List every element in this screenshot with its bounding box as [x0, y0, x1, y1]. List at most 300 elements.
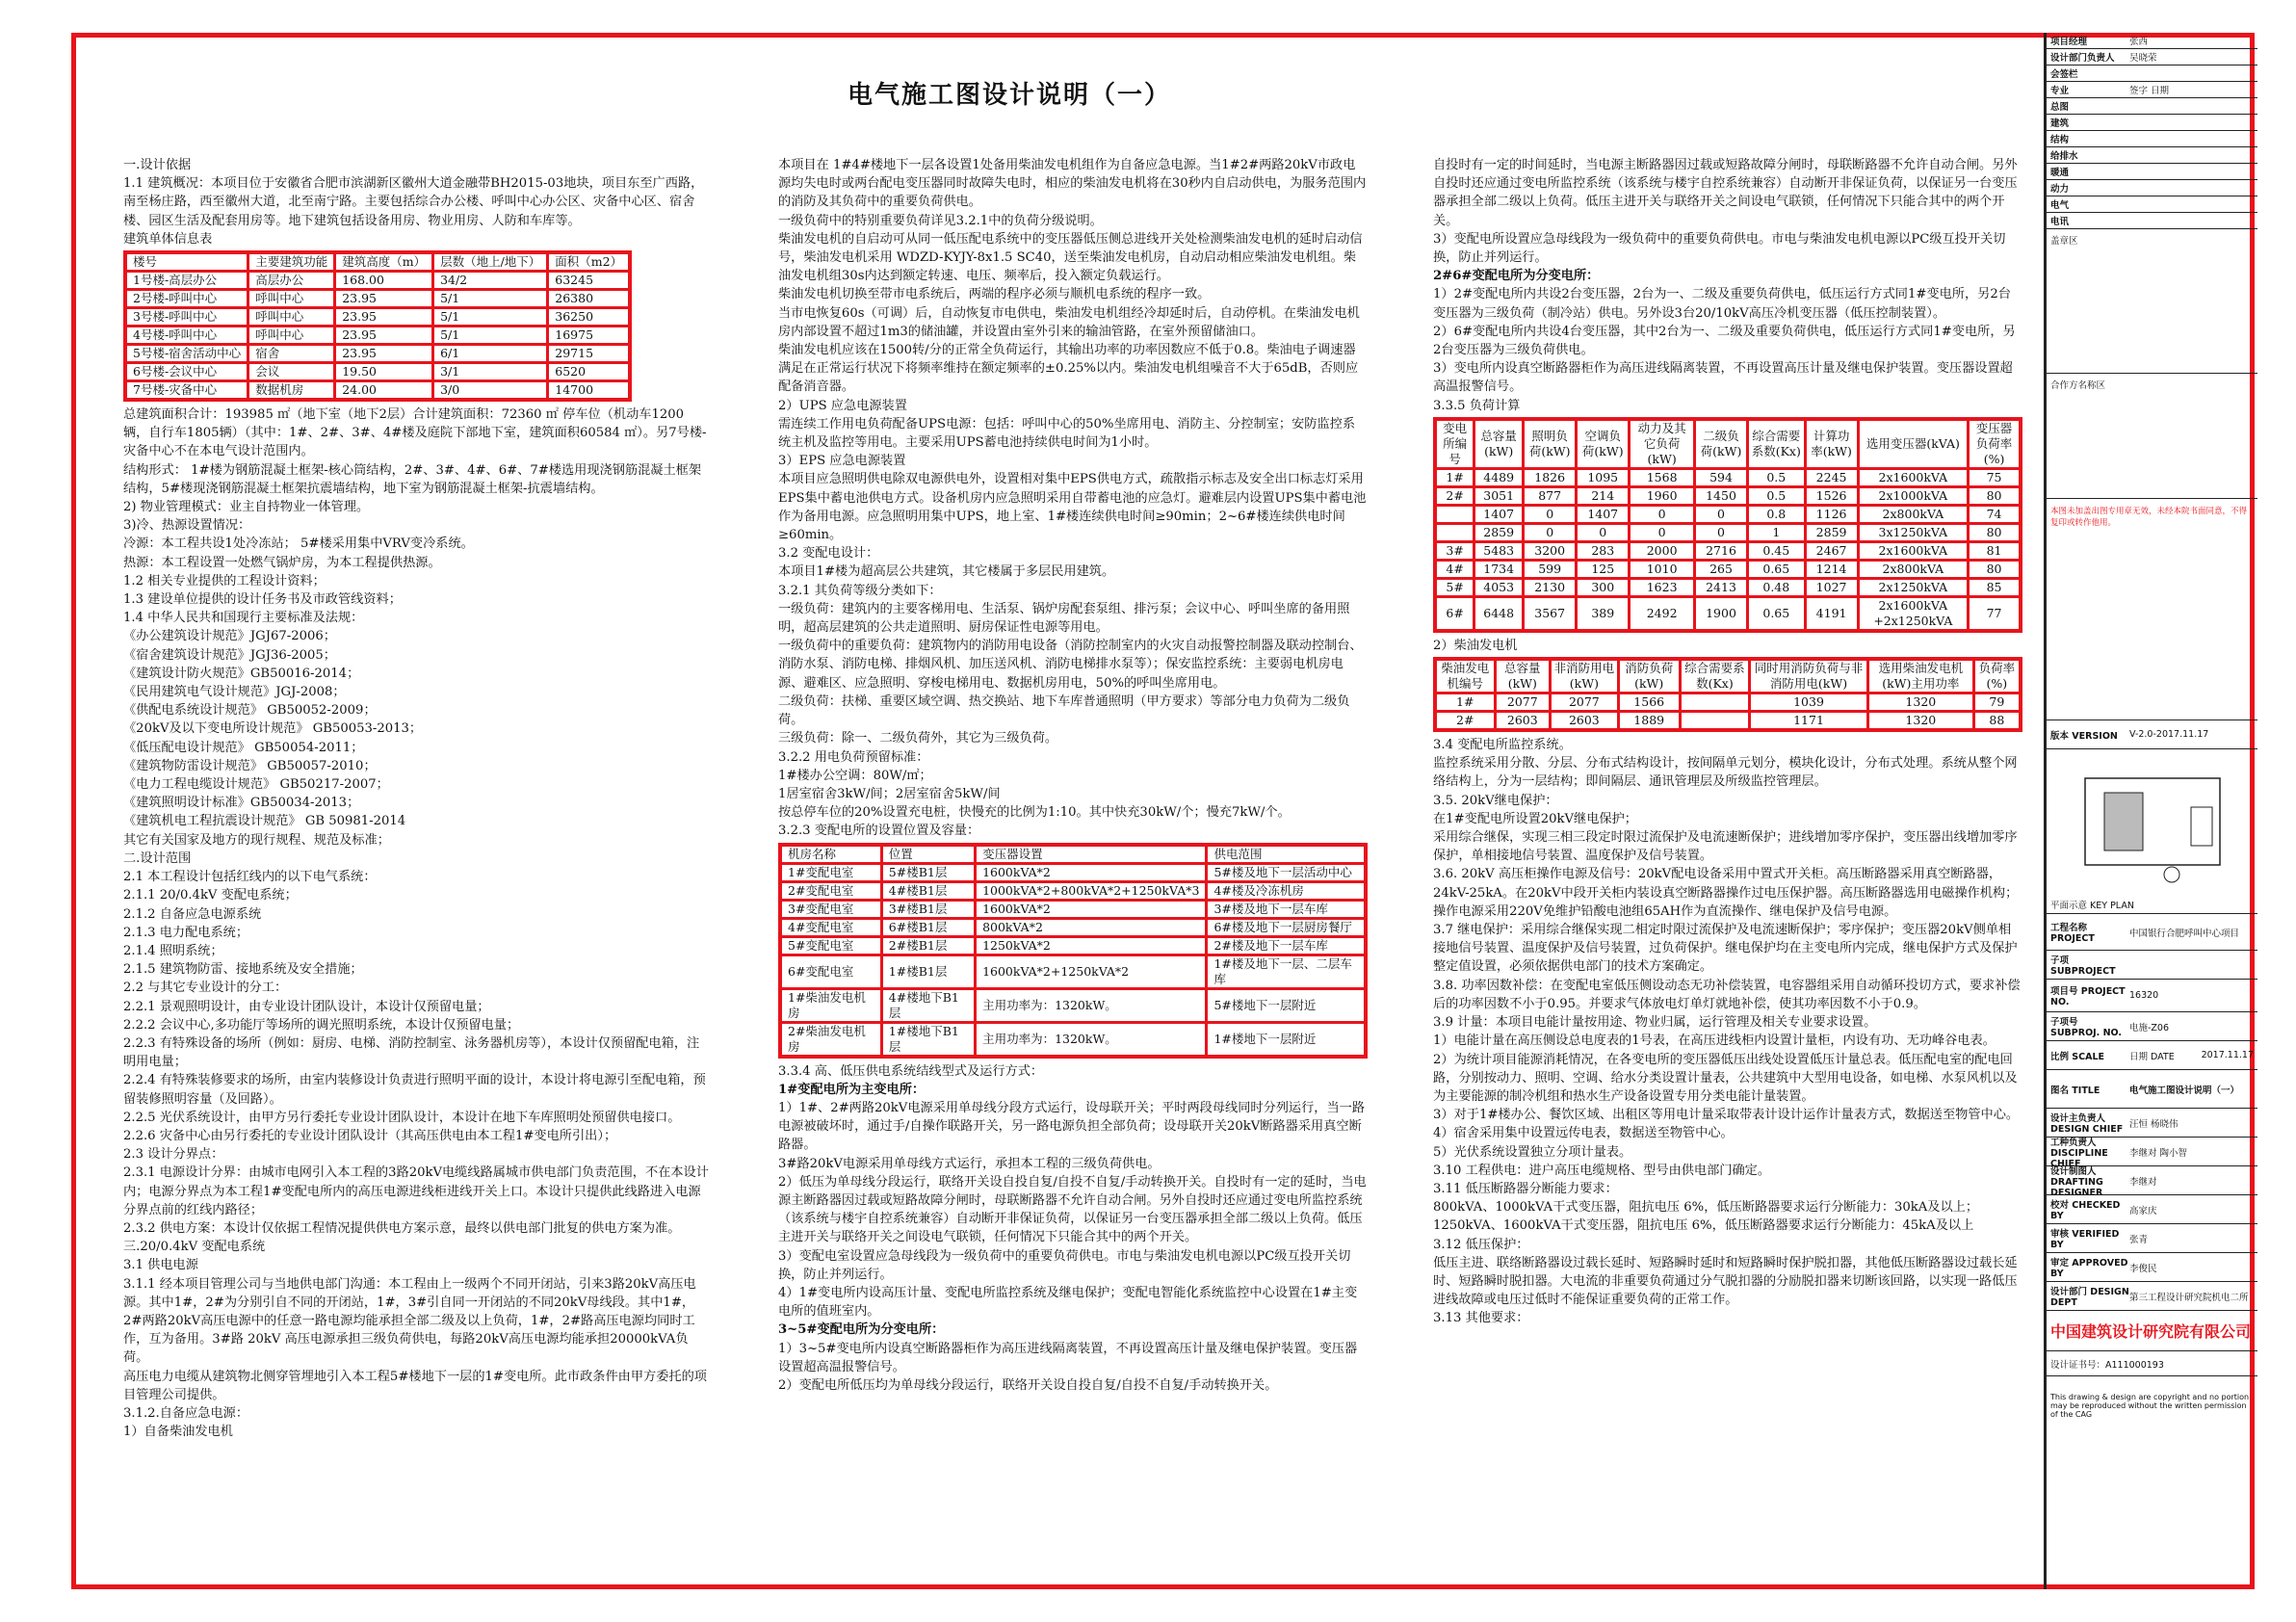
- drawing-title-value: 电气施工图设计说明（一）: [2129, 1085, 2240, 1096]
- table-cell: 1566: [1618, 693, 1680, 712]
- table-cell: 呼叫中心: [248, 327, 335, 345]
- table-cell: 4#楼B1层: [881, 881, 975, 900]
- project-value: 中国银行合肥呼叫中心项目: [2129, 928, 2240, 939]
- paragraph: 3.3.5 负荷计算: [1433, 398, 1521, 413]
- table-cell: 1#: [1435, 693, 1495, 712]
- table-cell: 2#柴油发电机房: [780, 1022, 881, 1057]
- header-cell: 建筑高度（m）: [335, 252, 433, 272]
- paragraph: 1.2 相关专业提供的工程设计资料；: [123, 573, 326, 589]
- table-cell: 3051: [1474, 486, 1524, 505]
- signature-row: [2047, 1195, 2257, 1224]
- paragraph: 2.1 本工程设计包括红线内的以下电气系统：: [123, 870, 377, 885]
- signature-value: 李俊民: [2129, 1263, 2157, 1274]
- table-cell: 2859: [1474, 523, 1524, 541]
- signoff-label: 给排水: [2050, 151, 2078, 162]
- paragraph: 1.1 建筑概况：本项目位于安徽省合肥市滨湖新区徽州大道金融带BH2015-03地块，项目东至广西路，南至杨庄路，西至徽州大道，北至南宁路。主要包括综合办公楼、呼叫中心办公区、灾备中心区、宿舍楼、园区生活及配套用房等。地下建筑包括设备用房、物业用房、人防和车库等。: [123, 176, 704, 228]
- table-cell: 877: [1524, 486, 1577, 505]
- signoff-label: 结构: [2050, 135, 2070, 145]
- table-cell: 26380: [548, 290, 630, 308]
- table-row: [1435, 693, 2021, 712]
- table-cell: 4#楼地下B1层: [881, 988, 975, 1022]
- table-cell: 1600kVA*2: [976, 900, 1207, 918]
- table-cell: 2077: [1495, 693, 1551, 712]
- version-value: V-2.0-2017.11.17: [2129, 729, 2209, 740]
- header-cell: 总容量(kW): [1495, 659, 1551, 693]
- paragraph: 2.2.4 有特殊装修要求的场所，由室内装修设计负责进行照明平面的设计，本设计将电源引至配电箱，预留装修照明容量（及回路）。: [123, 1073, 706, 1107]
- table-cell: 24.00: [335, 381, 433, 401]
- column-1: [123, 156, 709, 1441]
- paragraph: 二级负荷：扶梯、重要区域空调、热交换站、地下车库普通照明（甲方要求）等部分电力负荷为二级负荷。: [778, 693, 1350, 728]
- table-row: [125, 327, 630, 345]
- table-cell: 34/2: [433, 272, 548, 290]
- table-cell: 81: [1969, 541, 2021, 560]
- table-cell: 1450: [1694, 486, 1747, 505]
- table-cell: 1623: [1630, 578, 1695, 596]
- table-cell: 1171: [1750, 712, 1868, 731]
- signoff-row: [2047, 82, 2257, 98]
- table-cell: 6/1: [433, 345, 548, 363]
- table-cell: 2603: [1495, 712, 1551, 731]
- signature-label: 审定 APPROVED BY: [2050, 1258, 2128, 1279]
- table-row: [125, 345, 630, 363]
- table-cell: 6#楼B1层: [881, 918, 975, 936]
- signoff-value: 签字 日期: [2129, 86, 2170, 96]
- paragraph: 1#变配电所为主变电所：: [778, 1082, 926, 1097]
- table-cell: 23.95: [335, 290, 433, 308]
- table-cell: 高层办公: [248, 272, 335, 290]
- table-cell: 1407: [1474, 505, 1524, 523]
- table-header-row: [780, 845, 1366, 864]
- table-row: [125, 290, 630, 308]
- signoff-label: 会签栏: [2050, 69, 2078, 80]
- signature-row: [2047, 1224, 2257, 1253]
- paragraph: 3）变电所内设真空断路器柜作为高压进线隔离装置，不再设置高压计量及继电保护装置。变压器设置超高温报警信号。: [1433, 361, 2013, 395]
- paragraph: 三级负荷：除一、二级负荷外，其它为三级负荷。: [778, 731, 1058, 746]
- paragraph: 3.8. 功率因数补偿：在变配电室低压侧设动态无功补偿装置，电容器组采用自动循环投切方式，要求补偿后的功率因数不小于0.95。并要求气体放电灯单灯就地补偿，使其功率因数不小于0.9。: [1433, 978, 2021, 1011]
- signature-row: [2047, 1282, 2257, 1311]
- table-cell: 29715: [548, 345, 630, 363]
- table-cell: 88: [1973, 712, 2021, 731]
- table-cell: 1010: [1630, 560, 1695, 578]
- table-cell: 0: [1694, 505, 1747, 523]
- table-cell: 2#: [1435, 486, 1474, 505]
- table-cell: 5#变配电室: [780, 936, 881, 955]
- paragraph: 一级负荷：建筑内的主要客梯用电、生活泵、锅炉房配套泵组、排污泵；会议中心、呼叫坐席的备用照明，超高层建筑的公共走道照明、厨房保证性电源等用电。: [778, 601, 1350, 636]
- table-row: [1435, 712, 2021, 731]
- signoff-row: [2047, 213, 2257, 229]
- company-name: 中国建筑设计研究院有限公司: [2050, 1322, 2252, 1341]
- table-cell: 3#楼B1层: [881, 900, 975, 918]
- paragraph: 1）1#、2#两路20kV电源采用单母线分段方式运行，设母联开关；平时两段母线同时分列运行，当一路电源被破坏时，通过手/自操作联路开关，另一路电源负担全部负荷；设母联开关20kV断路器采用真空断路器。: [778, 1100, 1366, 1153]
- paragraph: 2.3 设计分界点：: [123, 1147, 224, 1163]
- table-cell: [1680, 693, 1749, 712]
- header-cell: 变电所编号: [1435, 419, 1474, 469]
- key-plan: [2047, 749, 2257, 914]
- table-cell: 3200: [1524, 541, 1577, 560]
- table-cell: 80: [1969, 523, 2021, 541]
- paragraph: 3.10 工程供电：进户高压电缆规格、型号由供电部门确定。: [1433, 1163, 1771, 1178]
- table-cell: 5/1: [433, 290, 548, 308]
- paragraph: 1250kVA、1600kVA干式变压器，阻抗电压 6%，低压断路器要求运行分断能力：45kA及以上: [1433, 1218, 1974, 1234]
- table-cell: 4号楼-呼叫中心: [125, 327, 248, 345]
- paragraph: 3.2.2 用电负荷预留标准：: [778, 749, 929, 765]
- signoff-label: 设计部门负责人: [2050, 53, 2115, 64]
- table-row: [780, 918, 1366, 936]
- table-cell: 2077: [1551, 693, 1619, 712]
- paragraph: 3.12 低压保护：: [1433, 1237, 1529, 1252]
- paragraph: 2.1.3 电力配电系统；: [123, 925, 249, 940]
- paragraph: 3）EPS 应急电源装置: [778, 454, 906, 469]
- table-cell: 1#: [1435, 468, 1474, 486]
- table-cell: 0: [1630, 523, 1695, 541]
- signoff-row: [2047, 164, 2257, 180]
- signoff-label: 项目经理: [2050, 37, 2088, 47]
- paragraph: 自投时有一定的时间延时，当电源主断路器因过载或短路故障分闸时，母联断路器不允许自动合闸。另外自投时还应通过变电所监控系统（该系统与楼宇自控系统兼容）自动断开非保证负荷，以保证另一台变压器承担全部二级以上负荷。低压主进开关与联络开关之间设电气联锁，任何情况下只能合其中的两个开关。: [1433, 158, 2018, 228]
- table-cell: 1039: [1750, 693, 1868, 712]
- stamp-label: 盖章区: [2050, 236, 2078, 247]
- col3-paragraphs: [1433, 156, 2022, 415]
- table-row: [125, 308, 630, 327]
- header-cell: 选用柴油发电机(kW)主用功率: [1867, 659, 1973, 693]
- paragraph: 5）光伏系统设置独立分项计量表。: [1433, 1144, 1632, 1160]
- signature-label: 设计主负责人 DESIGN CHIEF: [2050, 1113, 2124, 1135]
- table-cell: 283: [1577, 541, 1630, 560]
- table-cell: 7号楼-灾备中心: [125, 381, 248, 401]
- paragraph: 一.设计依据: [123, 158, 192, 172]
- table-cell: 2#变配电室: [780, 881, 881, 900]
- table-cell: 4489: [1474, 468, 1524, 486]
- table-cell: 74: [1969, 505, 2021, 523]
- date-value: 2017.11.17: [2201, 1050, 2254, 1060]
- table-cell: 2467: [1805, 541, 1858, 560]
- signoff-row: [2047, 49, 2257, 65]
- generator-title: 2）柴油发电机: [1433, 638, 1518, 653]
- signoff-row: [2047, 147, 2257, 164]
- table-cell: 6#变配电室: [780, 955, 881, 988]
- table-cell: 1号楼-高层办公: [125, 272, 248, 290]
- paragraph: 三.20/0.4kV 变配电系统: [123, 1240, 266, 1255]
- paragraph: 1#楼办公空调：80W/㎡；: [778, 768, 932, 783]
- header-cell: 总容量(kW): [1474, 419, 1524, 469]
- table-cell: 1000kVA*2+800kVA*2+1250kVA*3: [976, 881, 1207, 900]
- paragraph: 2.2.2 会议中心,多功能厅等场所的调光照明系统，本设计仅预留电量；: [123, 1017, 520, 1033]
- table-cell: 1826: [1524, 468, 1577, 486]
- paragraph: 采用综合继保，实现三相三段定时限过流保护及电流速断保护；进线增加零序保护，变压器出线增加零序保护，单相接地信号装置、温度保护及信号装置。: [1433, 830, 2018, 864]
- table-cell: 23.95: [335, 308, 433, 327]
- subproject-label: 子项 SUBPROJECT: [2050, 955, 2116, 977]
- table-cell: 0.65: [1748, 560, 1806, 578]
- paragraph: 2.3.2 供电方案：本设计仅依据工程情况提供供电方案示意，最终以供电部门批复的供电方案为准。: [123, 1220, 681, 1236]
- table-cell: 300: [1577, 578, 1630, 596]
- table-cell: 36250: [548, 308, 630, 327]
- table-cell: 1960: [1630, 486, 1695, 505]
- signoff-rows: [2047, 33, 2257, 229]
- header-cell: 综合需要系数(Kx): [1748, 419, 1806, 469]
- scale-row: [2047, 1041, 2257, 1070]
- header-cell: 选用变压器(kVA): [1858, 419, 1968, 469]
- table-cell: 主用功率为：1320kW。: [976, 1022, 1207, 1057]
- table-cell: 2245: [1805, 468, 1858, 486]
- drawing-title-label: 图名 TITLE: [2050, 1085, 2100, 1096]
- table-cell: 599: [1524, 560, 1577, 578]
- table-cell: 2#: [1435, 712, 1495, 731]
- paragraph: 2.2.1 景观照明设计，由专业设计团队设计，本设计仅预留电量；: [123, 999, 490, 1014]
- notice-text: 本图未加盖出图专用章无效，未经本院书面同意，不得复印或转作他用。: [2050, 507, 2248, 528]
- title-block: [2044, 33, 2257, 1589]
- cert-number: 设计证书号：A111000193: [2050, 1359, 2164, 1371]
- paragraph: 一级负荷中的重要负荷：建筑物内的消防用电设备（消防控制室内的火灾自动报警控制器及联动控制台、消防水泵、消防电梯、排烟风机、加压送风机、消防电梯排水泵等）；保安监控系统：主要弱电机房电源、避难区、应急照明、穿梭电梯用电、数据机房用电，50%的呼叫坐席用电。: [778, 639, 1363, 691]
- date-label: 日期 DATE: [2129, 1051, 2175, 1062]
- signoff-label: 暖通: [2050, 168, 2070, 178]
- paragraph: 热源：本工程设置一处燃气锅炉房，为本工程提供热源。: [123, 555, 441, 570]
- paragraph: 3）对于1#楼办公、餐饮区域、出租区等用电计量采取带表计设计运作计量表方式，数据送至物管中心。: [1433, 1108, 2020, 1123]
- table-cell: 1407: [1577, 505, 1630, 523]
- paragraph: 本项目1#楼为超高层公共建筑，其它楼属于多层民用建筑。: [778, 564, 1115, 580]
- table-cell: 1734: [1474, 560, 1524, 578]
- table-cell: 1320: [1867, 693, 1973, 712]
- table-row: [1435, 578, 2021, 596]
- drawing-title-row: [2047, 1070, 2257, 1109]
- table-cell: 5/1: [433, 327, 548, 345]
- signature-row: [2047, 1137, 2257, 1169]
- table-header-row: [1435, 659, 2021, 693]
- table-cell: 2x1600kVA +2x1250kVA: [1858, 596, 1968, 631]
- paragraph: 柴油发电机切换至带市电系统后，两端的程序必须与顺机电系统的程序一致。: [778, 287, 1211, 302]
- substation-table: [778, 843, 1368, 1059]
- table-cell: 6#楼及地下一层厨房餐厅: [1207, 918, 1366, 936]
- header-cell: 变压器设置: [976, 845, 1207, 864]
- table-cell: 80: [1969, 560, 2021, 578]
- table-cell: 6#: [1435, 596, 1474, 631]
- table-cell: 2x1600kVA: [1858, 468, 1968, 486]
- paragraph: 《宿舍建筑设计规范》JGJ36-2005；: [123, 647, 336, 663]
- notice-area: [2047, 499, 2257, 720]
- table-header-row: [1435, 419, 2021, 469]
- paragraph: 3.2.1 其负荷等级分类如下：: [778, 583, 942, 598]
- table-cell: 800kVA*2: [976, 918, 1207, 936]
- table-row: [1435, 560, 2021, 578]
- paragraph: 2）UPS 应急电源装置: [778, 398, 907, 413]
- paragraph: 需连续工作用电负荷配备UPS电源：包括：呼叫中心的50%坐席用电、消防主、分控制室；安防监控系统主机及监控等用电。主要采用UPS蓄电池持续供电时间为1小时。: [778, 416, 1356, 451]
- table-cell: 2x800kVA: [1858, 505, 1968, 523]
- table-cell: 1027: [1805, 578, 1858, 596]
- table-header-row: [125, 252, 630, 272]
- paragraph: 3）变配电室设置应急母线段为一级负荷中的重要负荷供电。市电与柴油发电机电源以PC级互投开关切换，防止并列运行。: [778, 1248, 1351, 1282]
- version-row: [2047, 720, 2257, 749]
- paragraph: 1.3 建设单位提供的设计任务书及市政管线资料；: [123, 592, 402, 608]
- coop-area: [2047, 374, 2257, 499]
- table-row: [1435, 541, 2021, 560]
- table-cell: 1#变配电室: [780, 863, 881, 881]
- cert-row: [2047, 1351, 2257, 1376]
- table-cell: 14700: [548, 381, 630, 401]
- key-plan-drawing: [2047, 749, 2257, 913]
- header-cell: 照明负荷(kW): [1524, 419, 1577, 469]
- table-cell: 呼叫中心: [248, 308, 335, 327]
- project-label: 工程名称 PROJECT: [2050, 923, 2095, 944]
- paragraph: 2#6#变配电所为分变电所：: [1433, 269, 1600, 284]
- table-cell: 2x1600kVA: [1858, 541, 1968, 560]
- header-cell: 二级负荷(kW): [1694, 419, 1747, 469]
- table-cell: 0.45: [1748, 541, 1806, 560]
- table-cell: 23.95: [335, 345, 433, 363]
- paragraph: 3~5#变配电所为分变电所：: [778, 1322, 945, 1338]
- table-cell: 4#: [1435, 560, 1474, 578]
- footer-row: [2047, 1376, 2257, 1434]
- table-cell: 1568: [1630, 468, 1695, 486]
- table-cell: 5#楼地下一层附近: [1207, 988, 1366, 1022]
- paragraph: 3.7 继电保护：采用综合继保实现二相定时限过流保护及电流速断保护；零序保护；变压器20kV侧单相接地信号装置、温度保护及信号装置，过负荷保护。继电保护均在主变电所内完成，继电保护方式及保护整定值设置，必须依据供电部门的技术方案确定。: [1433, 923, 2018, 975]
- paragraph: 2) 物业管理模式：业主自持物业一体管理。: [123, 500, 370, 515]
- table-cell: 0: [1630, 505, 1695, 523]
- table-cell: 2x800kVA: [1858, 560, 1968, 578]
- paragraph: 4）宿舍采用集中设置远传电表，数据送至物管中心。: [1433, 1126, 1734, 1141]
- paragraph: 3.5. 20kV继电保护：: [1433, 793, 1558, 808]
- header-cell: 柴油发电机编号: [1435, 659, 1495, 693]
- table-cell: 3x1250kVA: [1858, 523, 1968, 541]
- table-cell: 19.50: [335, 363, 433, 381]
- header-cell: 同时用消防负荷与非消防用电(kW): [1750, 659, 1868, 693]
- table-cell: 5号楼-宿舍活动中心: [125, 345, 248, 363]
- signoff-label: 建筑: [2050, 118, 2070, 129]
- projno-row: [2047, 980, 2257, 1012]
- table-cell: 2492: [1630, 596, 1695, 631]
- paragraph: 2.1.1 20/0.4kV 变配电系统；: [123, 888, 298, 903]
- table-cell: 5#: [1435, 578, 1474, 596]
- col1-paragraphs-2: [123, 406, 709, 1441]
- signoff-label: 动力: [2050, 184, 2070, 195]
- table-cell: 0: [1577, 523, 1630, 541]
- table-cell: 1600kVA*2: [976, 863, 1207, 881]
- table-cell: 1214: [1805, 560, 1858, 578]
- header-cell: 负荷率(%): [1973, 659, 2021, 693]
- paragraph: 总建筑面积合计：193985 ㎡（地下室（地下2层）合计建筑面积：72360 ㎡ 停车位（机动车1200辆，自行车1805辆）（其中：1#、2#、3#、4#楼及庭院下部地下室，建筑面积60584 ㎡）。另7号楼-灾备中心不在本电气设计范围内。: [123, 407, 707, 459]
- paragraph: 3.13 其他要求：: [1433, 1311, 1529, 1326]
- table-row: [1435, 486, 2021, 505]
- table-cell: 3/0: [433, 381, 548, 401]
- paragraph: 按总停车位的20%设置充电桩，快慢充的比例为1:10。其中快充30kW/个；慢充7kW/个。: [778, 805, 1291, 821]
- table-cell: 63245: [548, 272, 630, 290]
- paragraph: 柴油发电机的自启动可从同一低压配电系统中的变压器低压侧总进线开关处检测柴油发电机的延时启动信号，柴油发电机采用 WDZD-KYJY-8x1.5 SC40，送至柴油发电机房，自动启动相应柴油发电机组。柴油发电机组30s内达到额定转速、电压、频率后，投入额定负载运行。: [778, 231, 1363, 284]
- paragraph: 3.2 变配电设计：: [778, 546, 879, 562]
- paragraph: 3.6. 20kV 高压柜操作电源及信号：20kV配电设备采用中置式开关柜。高压断路器采用真空断路器，24kV-25kA。在20kV中段开关柜内装设真空断路器操作过电压保护器。高压断路器选用电磁操作机构；操作电源采用220V免维护铅酸电池组65AH作为直流操作、继电保护及信号电源。: [1433, 867, 2019, 919]
- table-row: [780, 863, 1366, 881]
- table-cell: 4#变配电室: [780, 918, 881, 936]
- header-cell: 空调负荷(kW): [1577, 419, 1630, 469]
- signature-label: 设计制图人 DRAFTING DESIGNER: [2050, 1165, 2103, 1198]
- paragraph: 1.4 中华人民共和国现行主要标准及法规：: [123, 611, 364, 626]
- table-cell: 宿舍: [248, 345, 335, 363]
- table-cell: 3567: [1524, 596, 1577, 631]
- table-cell: 1#楼B1层: [881, 955, 975, 988]
- paragraph: 3.3.4 高、低压供电系统结线型式及运行方式：: [778, 1063, 1044, 1079]
- table-cell: [1435, 505, 1474, 523]
- paragraph: 《建筑机电工程抗震设计规范》 GB 50981-2014: [123, 814, 406, 829]
- col2-paragraphs: [778, 156, 1368, 841]
- paragraph: 在1#变配电所设置20kV继电保护；: [1433, 811, 1637, 826]
- signoff-label: 总图: [2050, 102, 2070, 113]
- paragraph: 2.1.5 建筑物防雷、接地系统及安全措施；: [123, 962, 363, 978]
- signature-label: 工种负责人 DISCIPLINE CHIEF: [2050, 1137, 2108, 1169]
- projno-label: 项目号 PROJECT NO.: [2050, 986, 2126, 1007]
- paragraph: 监控系统采用分散、分层、分布式结构设计，按间隔单元划分，模块化设计，分布式处理。系统从整个网络结构上，分为一层结构；即间隔层、通讯管理层及所级监控管理层。: [1433, 756, 2018, 790]
- header-cell: 消防负荷(kW): [1618, 659, 1680, 693]
- paragraph: 建筑单体信息表: [123, 231, 213, 247]
- header-cell: 楼号: [125, 252, 248, 272]
- table-cell: 1#楼地下B1层: [881, 1022, 975, 1057]
- paragraph: 3.1 供电电源: [123, 1258, 198, 1273]
- table-cell: 0.65: [1748, 596, 1806, 631]
- paragraph: 3.2.3 变配电所的设置位置及容量：: [778, 824, 980, 839]
- signature-label: 审核 VERIFIED BY: [2050, 1229, 2120, 1250]
- table-cell: 594: [1694, 468, 1747, 486]
- table-row: [780, 955, 1366, 988]
- signoff-label: 电讯: [2050, 217, 2070, 227]
- paragraph: 二.设计范围: [123, 850, 192, 866]
- signoff-row: [2047, 98, 2257, 115]
- building-info-table: [123, 250, 632, 402]
- paragraph: 本项目在 1#4#楼地下一层各设置1处备用柴油发电机组作为自备应急电源。当1#2#两路20kV市政电源均失电时或两台配电变压器同时故障失电时，相应的柴油发电机将在30秒内自启动供电，为服务范围内的消防及其负荷中的重要负荷供电。: [778, 158, 1367, 210]
- header-cell: 计算功率(kW): [1805, 419, 1858, 469]
- table-cell: 数据机房: [248, 381, 335, 401]
- table-cell: 85: [1969, 578, 2021, 596]
- paragraph: 本项目应急照明供电除双电源供电外，设置相对集中EPS供电方式，疏散指示标志及安全出口标志灯采用EPS集中蓄电池供电方式。设备机房内应急照明采用自带蓄电池的应急灯。避难层内设置UPS集中蓄电池作为备用电源。应急照明用集中UPS，地上室、1#楼连续供电时间≥90min；2~6#楼连续供电时间≥60min。: [778, 472, 1367, 543]
- version-label: 版本 VERSION: [2050, 730, 2118, 742]
- paragraph: 3.1.1 经本项目管理公司与当地供电部门沟通：本工程由上一级两个不同开闭站，引来3路20kV高压电源。其中1#，2#为分别引自不同的开闭站，1#，3#引自同一开闭站的不同20kV母线段。其中1#，2#两路20kV高压电源中的任意一路电源均能承担全部二级及以上负荷，1#，2#路高压电源均同时工作，互为备用。3#路 20kV 高压电源承担三级负荷供电，每路20kV高压电源均能承担20000kVA负荷。: [123, 1276, 696, 1366]
- header-cell: 位置: [881, 845, 975, 864]
- table-cell: 168.00: [335, 272, 433, 290]
- paragraph: 1）电能计量在高压侧设总电度表的1号表，在高压进线柜内设置计量柜，内设有功、无功峰谷电表。: [1433, 1033, 1996, 1049]
- paragraph: 3.4 变配电所监控系统。: [1433, 738, 1572, 753]
- table-cell: 2#楼B1层: [881, 936, 975, 955]
- table-row: [780, 936, 1366, 955]
- signoff-row: [2047, 115, 2257, 131]
- paragraph: 其它有关国家及地方的现行规程、规范及标准；: [123, 832, 390, 848]
- table-cell: 3#楼及地下一层车库: [1207, 900, 1366, 918]
- table-cell: 1320: [1867, 712, 1973, 731]
- table-cell: 2859: [1805, 523, 1858, 541]
- table-row: [1435, 596, 2021, 631]
- table-cell: 5/1: [433, 308, 548, 327]
- table-cell: 2130: [1524, 578, 1577, 596]
- paragraph: 2）变配电所低压均为单母线分段运行，联络开关设自投自复/自投不自复/手动转换开关。: [778, 1377, 1278, 1393]
- paragraph: 《低压配电设计规范》 GB50054-2011；: [123, 740, 364, 755]
- paragraph: 3.1.2.自备应急电源：: [123, 1405, 249, 1421]
- table-cell: 3#: [1435, 541, 1474, 560]
- paragraph: 《民用建筑电气设计规范》JGJ-2008；: [123, 685, 346, 700]
- table-cell: 1#楼及地下一层、二层车库: [1207, 955, 1366, 988]
- signature-row: [2047, 1165, 2257, 1198]
- table-cell: 0: [1524, 523, 1577, 541]
- paragraph: 《办公建筑设计规范》JGJ67-2006；: [123, 629, 336, 644]
- signoff-label: 专业: [2050, 86, 2070, 96]
- table-cell: 3号楼-呼叫中心: [125, 308, 248, 327]
- header-cell: 层数（地上/地下）: [433, 252, 548, 272]
- paragraph: 《电力工程电缆设计规范》 GB50217-2007；: [123, 777, 389, 793]
- paragraph: 1）自备柴油发电机: [123, 1425, 233, 1440]
- dwgno-value: 电施-Z06: [2129, 1022, 2170, 1033]
- signature-value: 高家庆: [2129, 1205, 2157, 1216]
- table-cell: 1250kVA*2: [976, 936, 1207, 955]
- table-cell: 265: [1694, 560, 1747, 578]
- signature-row: [2047, 1253, 2257, 1282]
- subno-row: [2047, 1012, 2257, 1041]
- table-cell: 2#楼及地下一层车库: [1207, 936, 1366, 955]
- table-row: [125, 363, 630, 381]
- signature-value: 汪恒 杨晓伟: [2129, 1118, 2179, 1130]
- paragraph: 2.2.5 光伏系统设计，由甲方另行委托专业设计团队设计，本设计在地下车库照明处预留供电接口。: [123, 1110, 681, 1125]
- signoff-value: 张西: [2129, 37, 2149, 47]
